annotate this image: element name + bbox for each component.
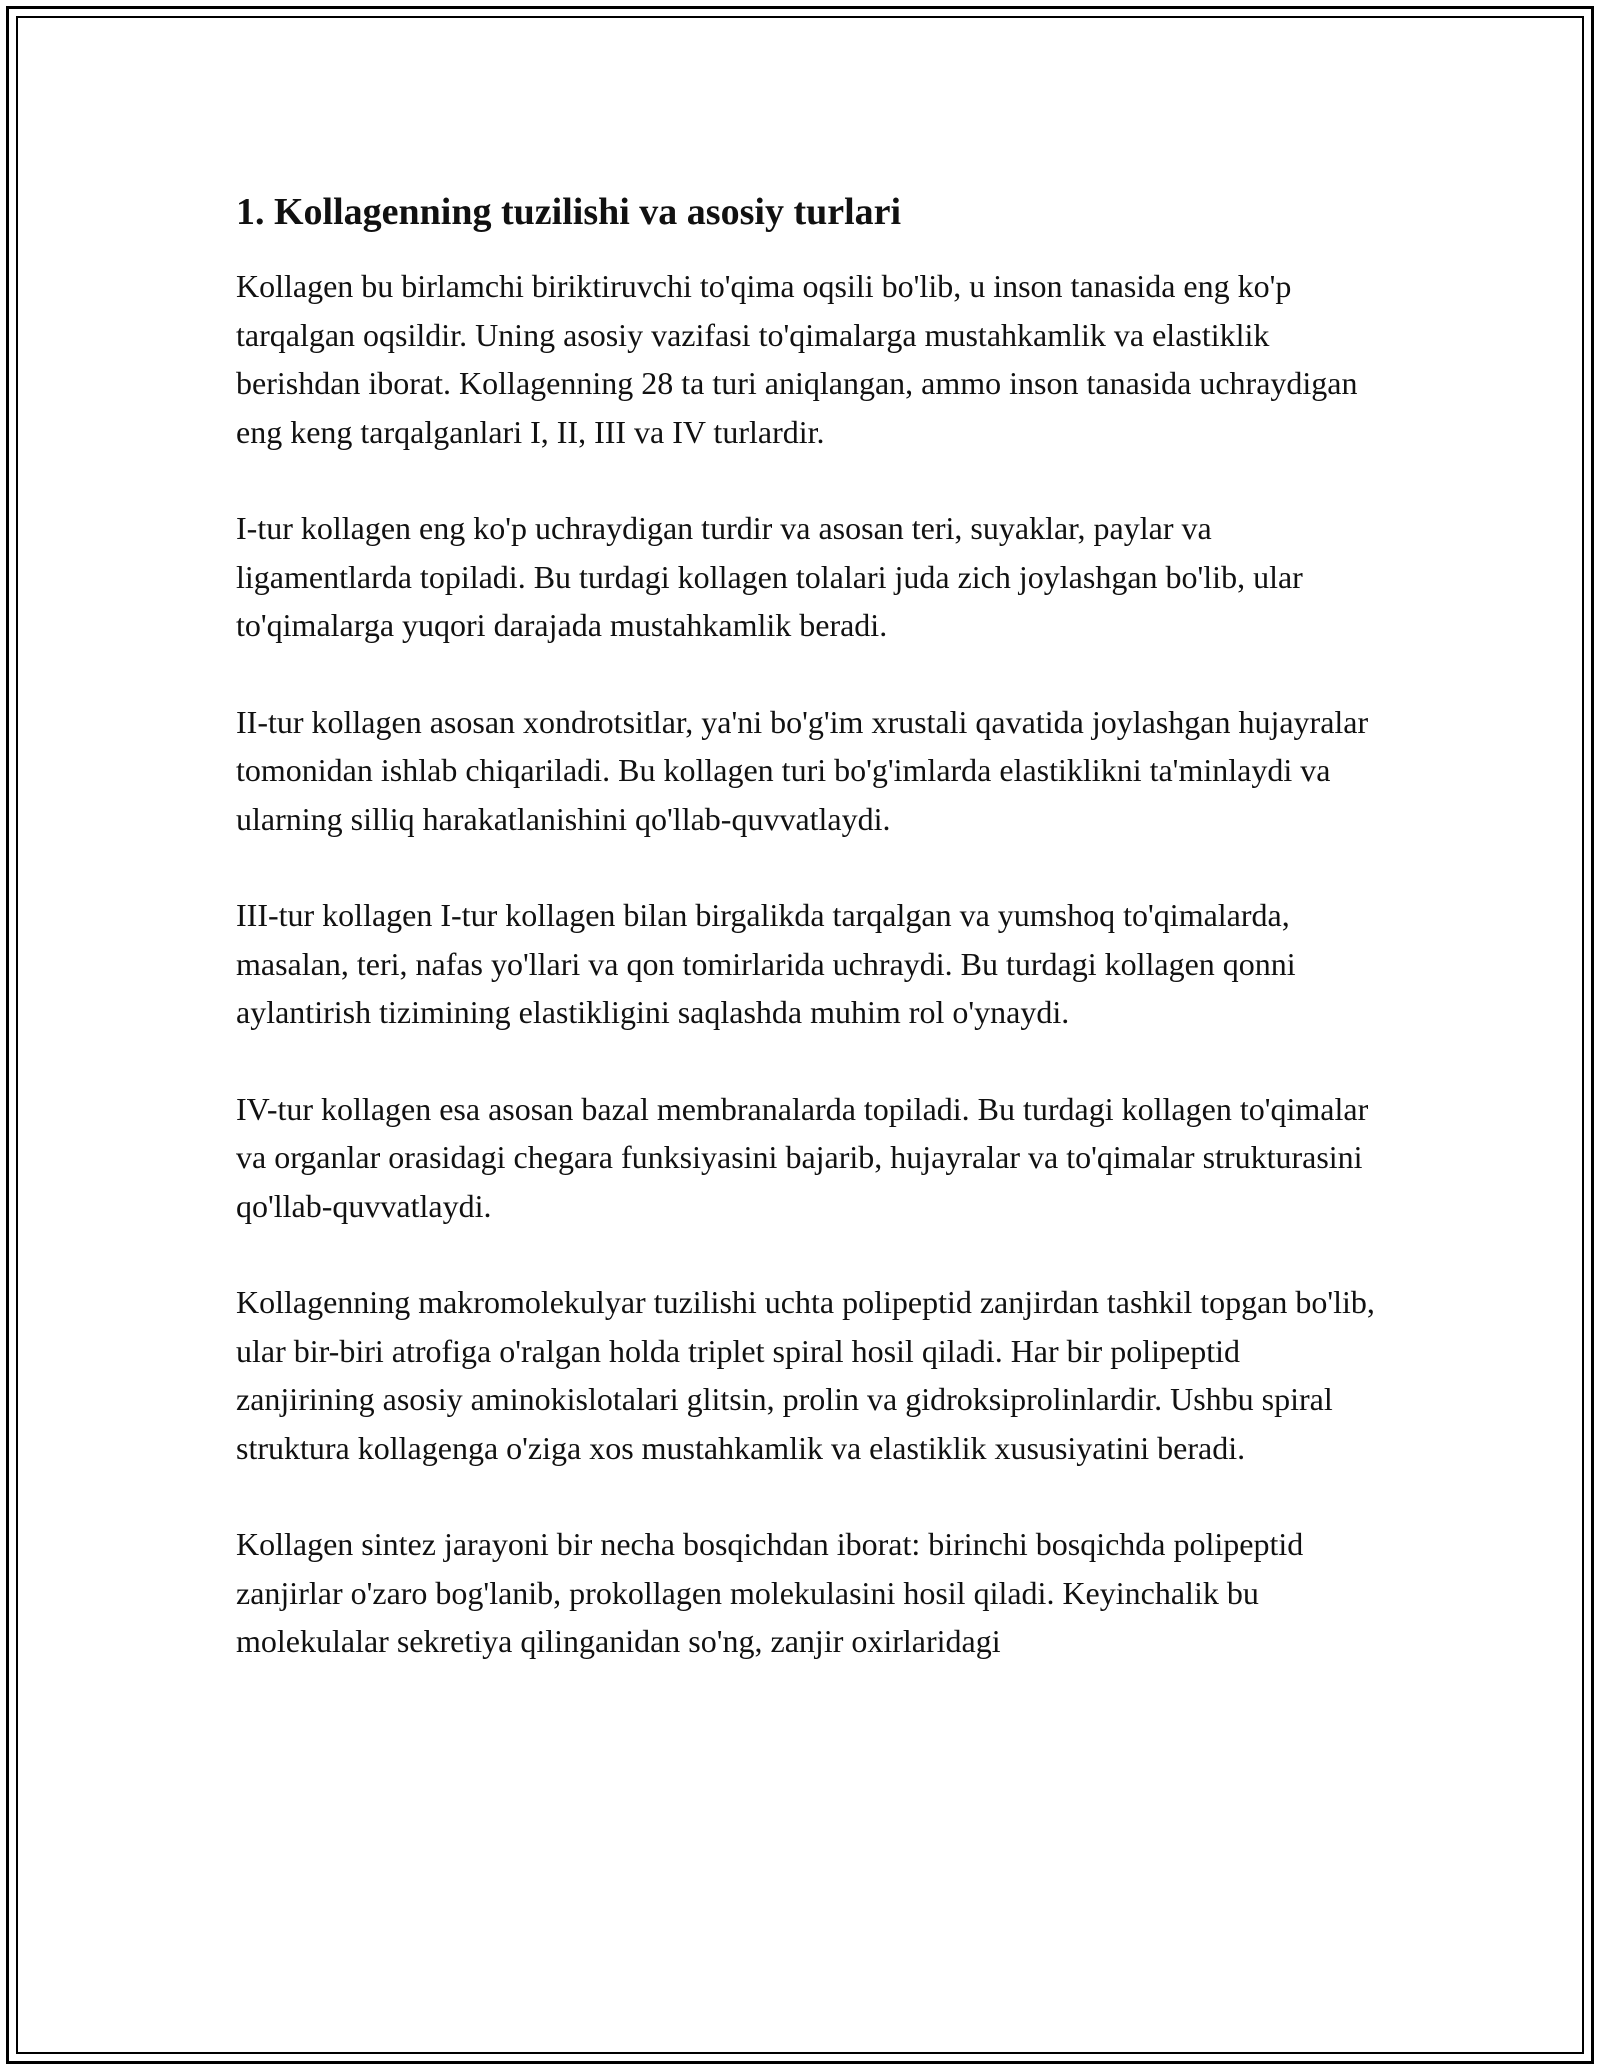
paragraph-macromolecular-structure: Kollagenning makromolekulyar tuzilishi uchta polipeptid zanjirdan tashkil topgan bo'lib, ular bir-biri atrofiga o'ralgan holda triplet spiral hosil qiladi. Har bir polipeptid zanjirining asosiy aminokislotalari glitsin, prolin va gidroksiprolinlardir. Ushbu spiral struktura kollagenga o'ziga xos mustahkamlik va elastiklik xususiyatini beradi. [236,1284,1375,1466]
paragraph-type-iv: IV-tur kollagen esa asosan bazal membranalarda topiladi. Bu turdagi kollagen to'qimalar va organlar orasidagi chegara funksiyasini bajarib, hujayralar va to'qimalar strukturasini qo'llab-quvvatlaydi. [236,1090,1369,1224]
paragraph-synthesis: Kollagen sintez jarayoni bir necha bosqichdan iborat: birinchi bosqichda polipeptid zanjirlar o'zaro bog'lanib, prokollagen molekulasini hosil qiladi. Keyinchalik bu molekulalar sekretiya qilinganidan so'ng, zanjir oxirlaridagi [236,1526,1304,1659]
paragraph-type-iii: III-tur kollagen I-tur kollagen bilan birgalikda tarqalgan va yumshoq to'qimalarda, masalan, teri, nafas yo'llari va qon tomirlarida uchraydi. Bu turdagi kollagen qonni aylantirish tizimining elastikligini saqlashda muhim rol o'ynaydi. [236,897,1296,1030]
document-body [236,188,1376,1714]
paragraph-type-i: I-tur kollagen eng ko'p uchraydigan turdir va asosan teri, suyaklar, paylar va ligamentlarda topiladi. Bu turdagi kollagen tolalari juda zich joylashgan bo'lib, ular to'qimalarga yuqori darajada mustahkamlik beradi. [236,510,1303,643]
section-heading: 1. Kollagenning tuzilishi va asosiy turlari [236,191,902,233]
paragraph-type-ii: II-tur kollagen asosan xondrotsitlar, ya'ni bo'g'im xrustali qavatida joylashgan hujayralar tomonidan ishlab chiqariladi. Bu kollagen turi bo'g'imlarda elastiklikni ta'minlaydi va ularning silliq harakatlanishini qo'llab-quvvatlaydi. [236,703,1369,837]
paragraph-intro: Kollagen bu birlamchi biriktiruvchi to'qima oqsili bo'lib, u inson tanasida eng ko'p tarqalgan oqsildir. Uning asosiy vazifasi to'qimalarga mustahkamlik va elastiklik berishdan iborat. Kollagenning 28 ta turi aniqlangan, ammo inson tanasida uchraydigan eng keng tarqalganlari I, II, III va IV turlardir. [236,268,1358,450]
